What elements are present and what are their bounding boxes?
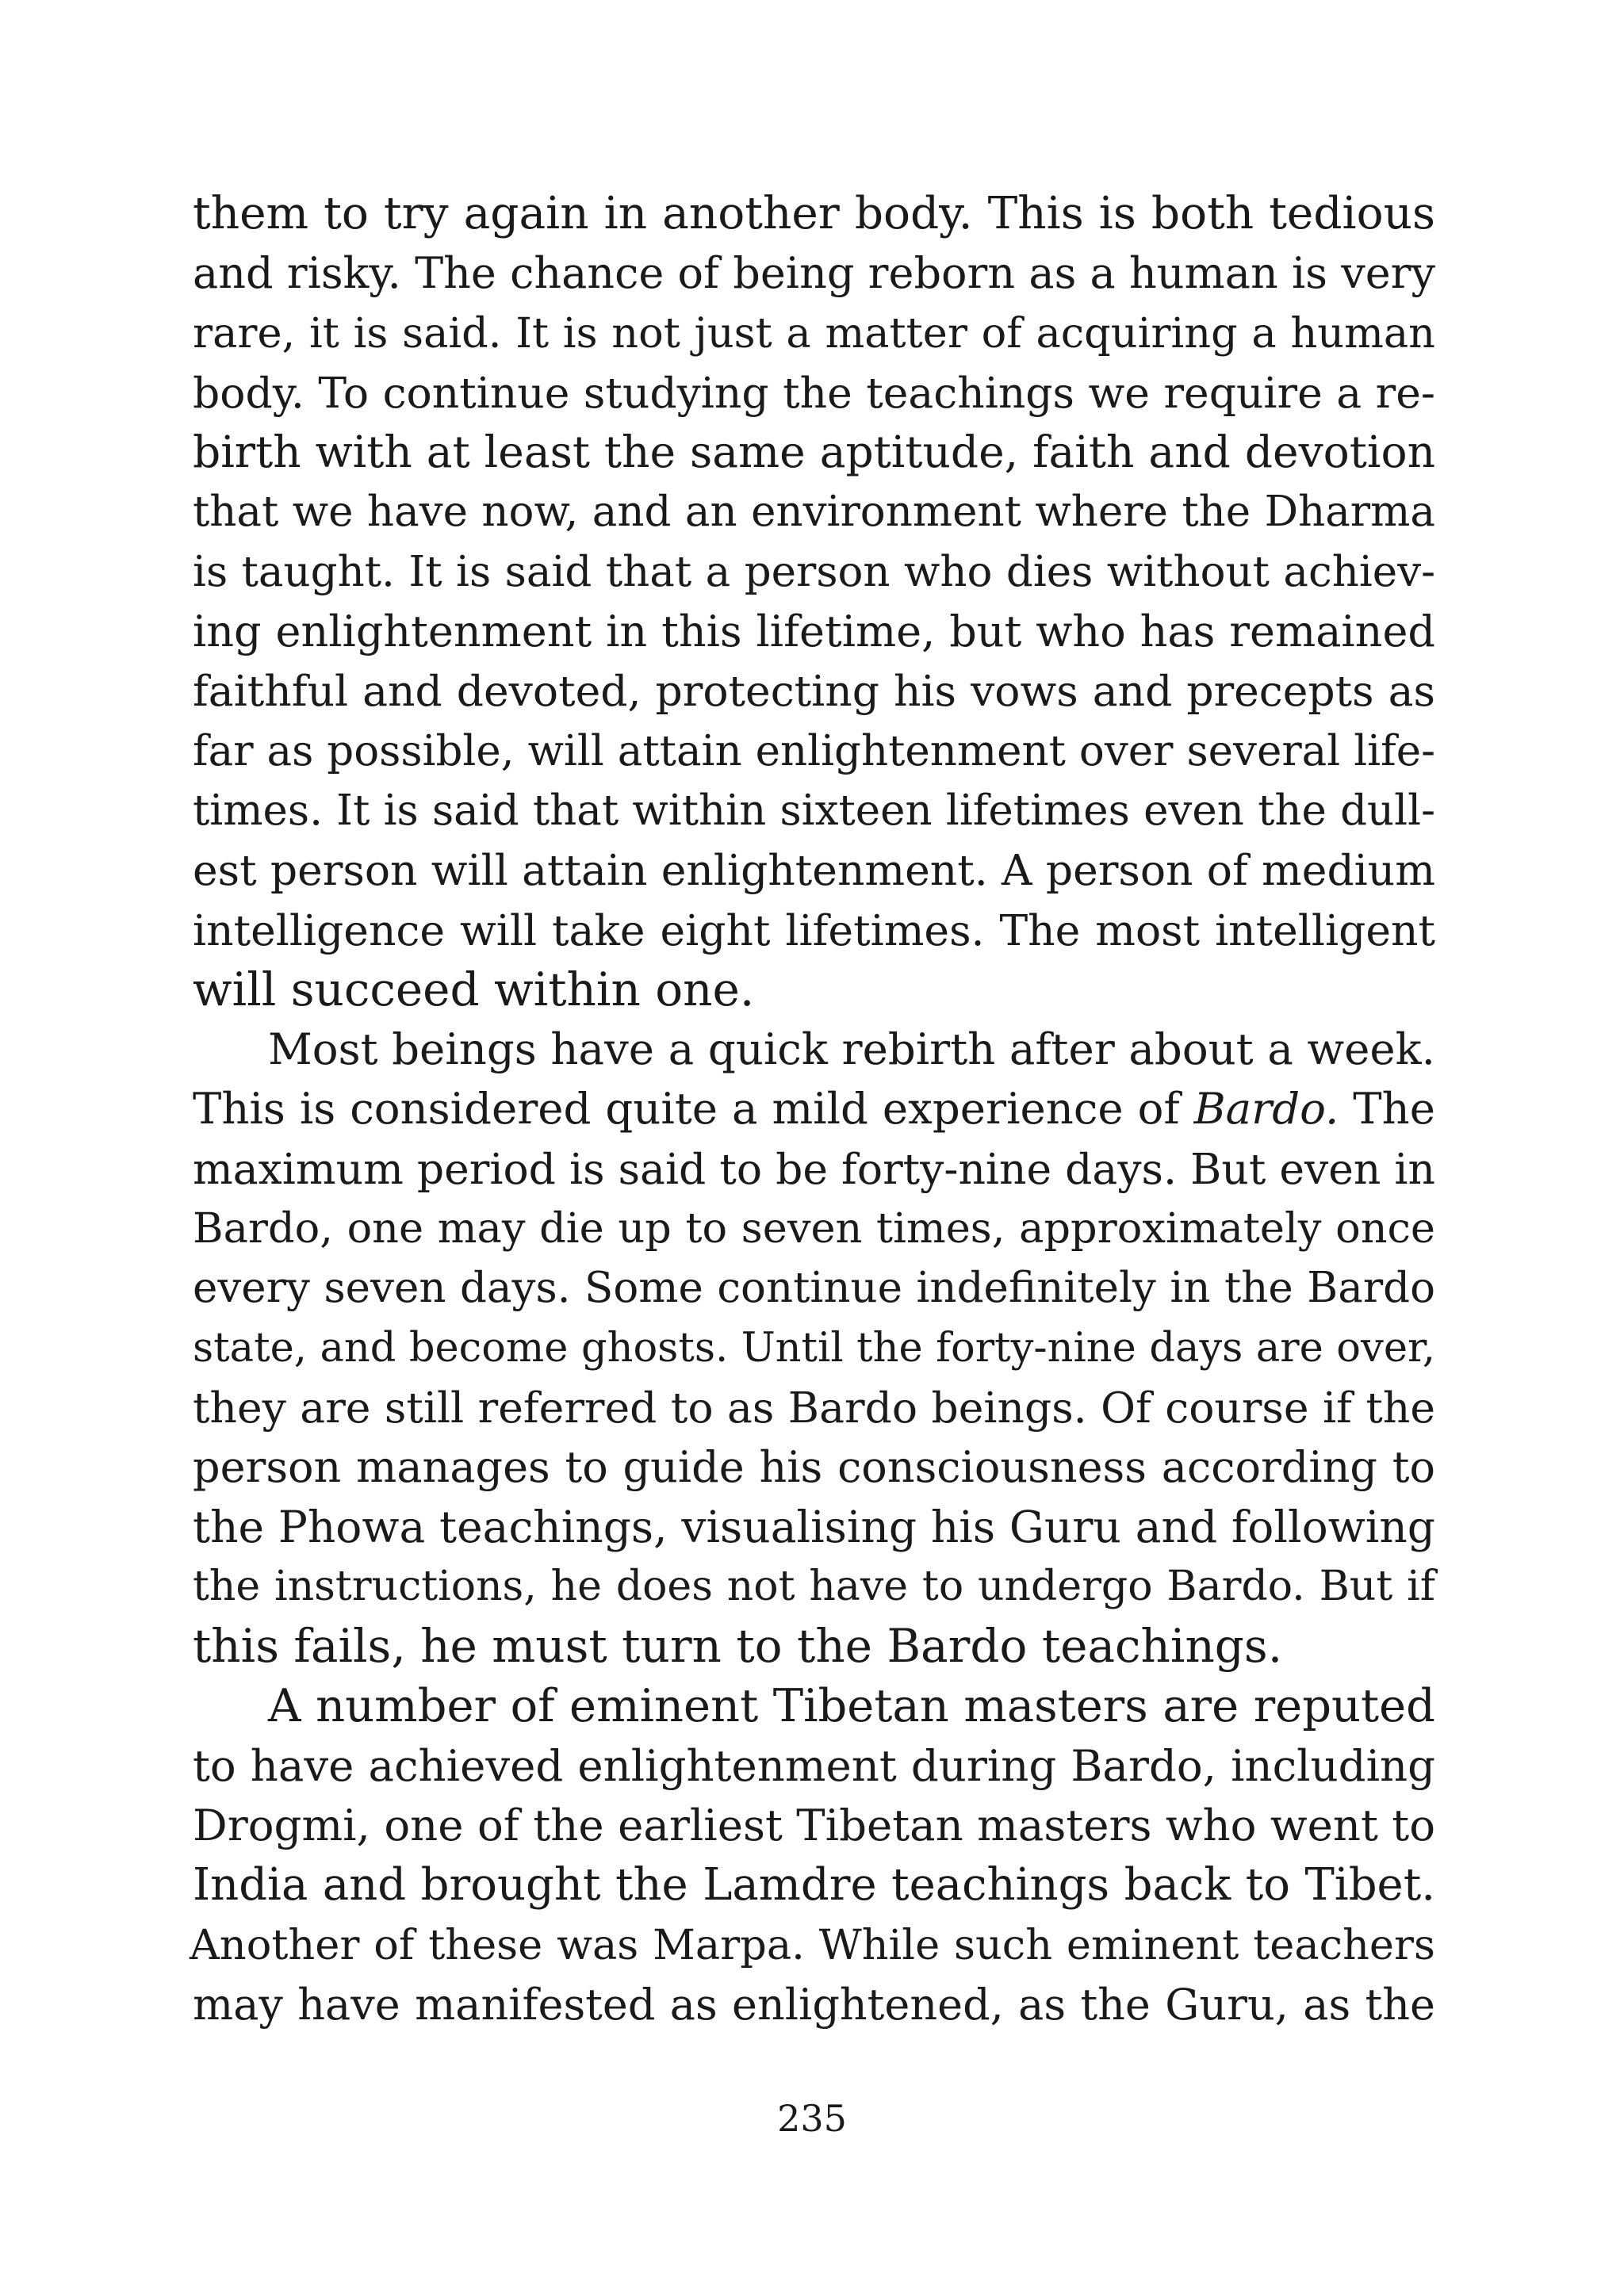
text-line: them to try again in another body. This is both tedious bbox=[193, 188, 1435, 239]
text-line: intelligence will take eight lifetimes. The most intelligent bbox=[193, 905, 1435, 955]
text-line: times. It is said that within sixteen lifetimes even the dull- bbox=[193, 786, 1435, 835]
text-line: every seven days. Some continue indefinitely in the Bardo bbox=[193, 1264, 1435, 1313]
text-line: far as possible, will attain enlightenment over several life- bbox=[193, 726, 1435, 775]
text-line: ing enlightenment in this lifetime, but who has remained bbox=[193, 607, 1435, 657]
text-segment: This is considered quite a mild experience of bbox=[193, 1083, 1194, 1135]
text-line: person manages to guide his consciousness according to bbox=[193, 1442, 1435, 1493]
text-line: A number of eminent Tibetan masters are reputed bbox=[268, 1679, 1435, 1733]
page-number: 235 bbox=[777, 2097, 847, 2140]
text-line: to have achieved enlightenment during Bardo, including bbox=[193, 1739, 1435, 1791]
text-line: state, and become ghosts. Until the forty-nine days are over, bbox=[193, 1324, 1435, 1372]
text-line: India and brought the Lamdre teachings back to Tibet. bbox=[193, 1859, 1435, 1911]
text-line: they are still referred to as Bardo beings. Of course if the bbox=[193, 1382, 1435, 1433]
text-line: Another of these was Marpa. While such eminent teachers bbox=[190, 1920, 1435, 1969]
text-line: may have manifested as enlightened, as the Guru, as the bbox=[193, 1979, 1435, 2030]
text-line: Bardo, one may die up to seven times, approximately once bbox=[193, 1204, 1435, 1253]
text-line: body. To continue studying the teachings we require a re- bbox=[193, 367, 1435, 418]
text-line: est person will attain enlightenment. A person of medium bbox=[193, 845, 1435, 896]
text-line: Most beings have a quick rebirth after about a week. bbox=[268, 1024, 1435, 1075]
text-line: Drogmi, one of the earliest Tibetan masters who went to bbox=[193, 1800, 1435, 1851]
text-line: and risky. The chance of being reborn as a human is very bbox=[193, 248, 1435, 299]
text-line: that we have now, and an environment where the Dharma bbox=[193, 488, 1435, 537]
body-text bbox=[190, 184, 1435, 2034]
text-line: faithful and devoted, protecting his vows and precepts as bbox=[193, 666, 1435, 717]
text-segment: The bbox=[1339, 1083, 1435, 1135]
text-line: is taught. It is said that a person who dies without achiev- bbox=[193, 547, 1435, 596]
text-line: the Phowa teachings, visualising his Guru and following bbox=[193, 1501, 1435, 1552]
text-line: birth with at least the same aptitude, faith and devotion bbox=[193, 427, 1435, 478]
text-line: this fails, he must turn to the Bardo teachings. bbox=[193, 1619, 1283, 1674]
text-line bbox=[193, 1079, 1435, 1138]
italic-term: Bardo. bbox=[1193, 1083, 1339, 1135]
text-line: rare, it is said. It is not just a matter of acquiring a human bbox=[193, 308, 1435, 358]
text-line: maximum period is said to be forty-nine days. But even in bbox=[193, 1143, 1435, 1194]
text-line: the instructions, he does not have to undergo Bardo. But if bbox=[193, 1562, 1435, 1610]
text-line: will succeed within one. bbox=[193, 962, 755, 1016]
